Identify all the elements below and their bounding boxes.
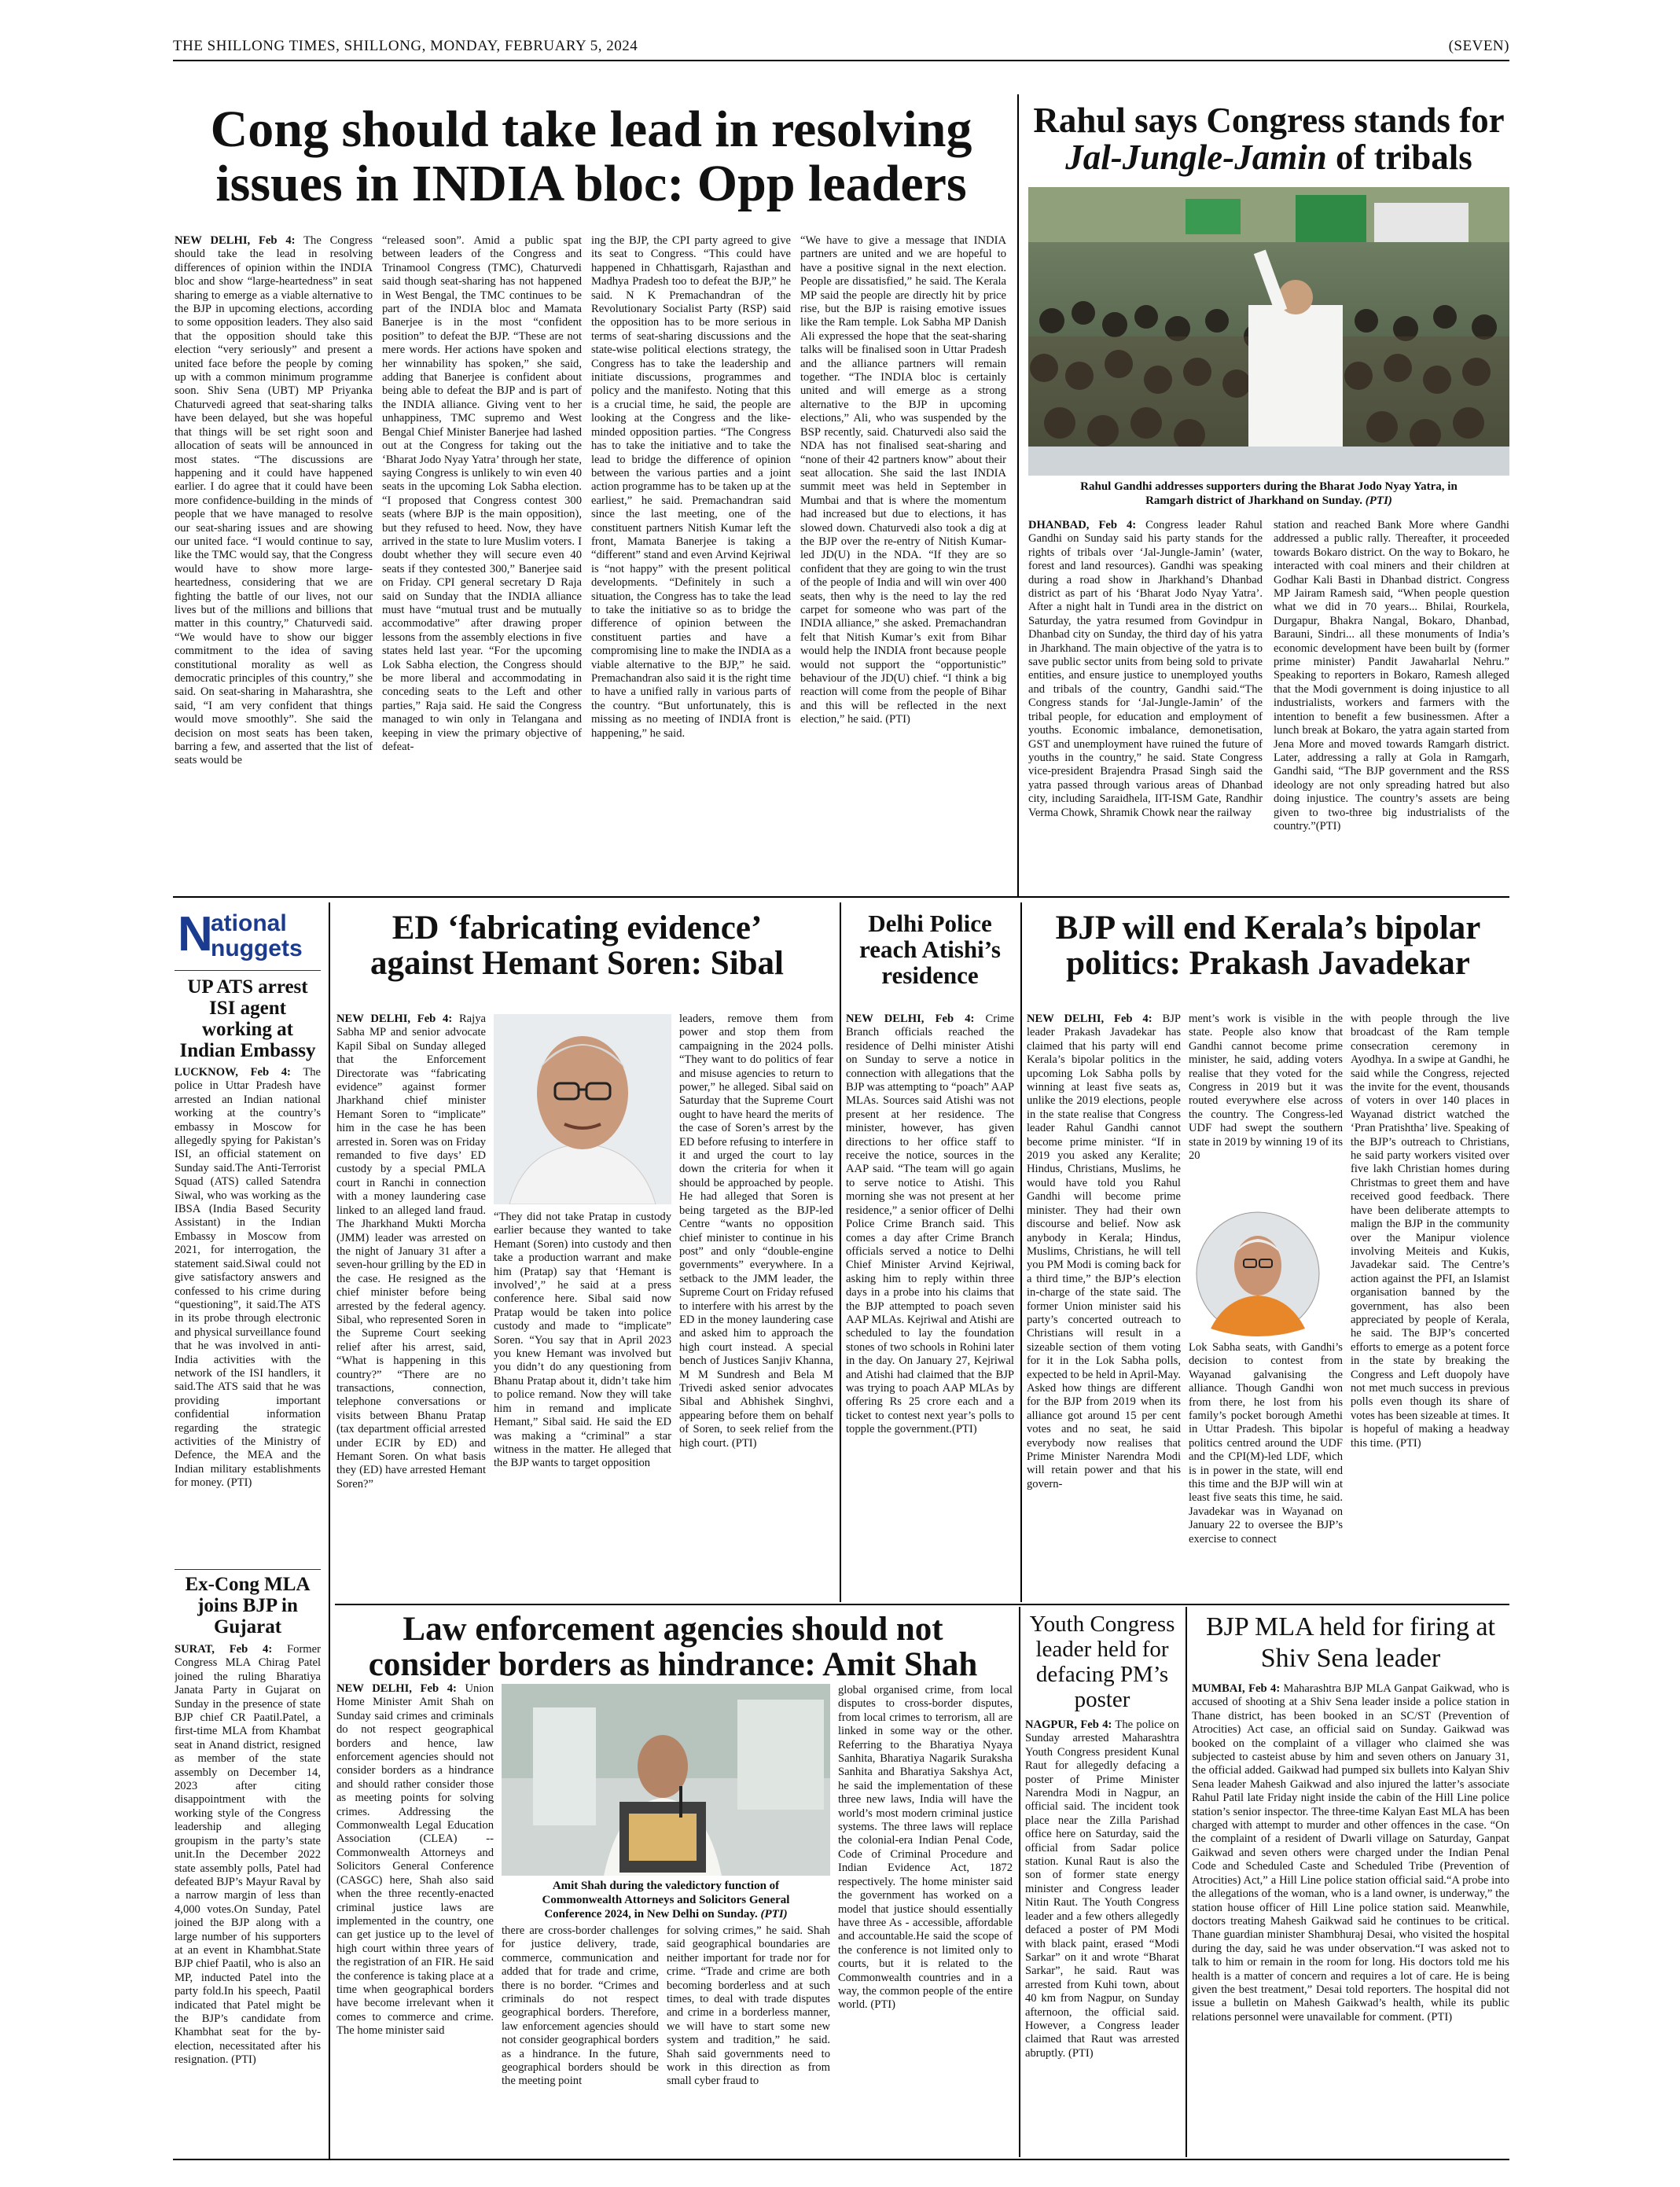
nugget1-body: LUCKNOW, Feb 4: The police in Uttar Pradesh have arrested an Indian national working at the country’s embassy in Moscow for allegedly spying for Pakistan’s ISI, an official statement on Sunday said.The Anti-Terrorist Squad (ATS) called Satendra Siwal, who was working as the IBSA (India Based Security Assistant) in the Indian Embassy in Moscow from 2021, for interrogation, the statement said.Siwal could not give satisfactory answers and confessed to his crime during “questioning”, it said.The ATS in its probe through electronic and physical surveillance found that he was involved in anti-India activities with the network of the ISI handlers, it said.The ATS said that he was providing important confidential information regarding the strategic activities of the Ministry of Defence, the MEA and the Indian military establishments for money. (PTI) (175, 1066, 321, 1490)
story5-col3: with people through the live broadcast of the Ram temple consecration ceremony in Ayodhya. In a swipe at Gandhi, he said while the Congress, rejected the invite for the event, thousands of voters in over 140 places in Wayanad district watched the ‘Pran Pratishtha’ live. Speaking of the BJP’s outreach to Christians, he said party workers visited over five lakh Christian homes during Christmas to greet them and have received good feedback. There have been deliberate attempts to malign the BJP in the community over the Manipur violence involving Meiteis and Kukis, Javadekar said. The Centre’s action against the PFI, an Islamist organisation banned by the government, has also been appreciated by people of Kerala, he said. The BJP’s concerted efforts to emerge as a potent force in the state by breaking the Congress and Left duopoly have not met much success in previous polls even though its share of votes has been sizeable at times. It is hopeful of making a headway this time. (PTI) (1351, 1013, 1509, 1450)
story2-col1: DHANBAD, Feb 4: Congress leader Rahul Gandhi on Sunday said his party stands for the rights of tribals over ‘Jal-Jungle-Jamin’ (water, forest and land resources). Gandhi was speaking during a road show in Jharkhand’s Dhanbad district as part of his ‘Bharat Jodo Nyay Yatra’. After a night halt in Tundi area in the district on Saturday, the yatra resumed from Govindpur in Dhanbad city on Sunday, the third day of his yatra in Jharkhand. The main objective of the yatra is to save public sector units from being sold to private entities, and ensure justice to unemployed youths and tribals of the country, Gandhi said.“The Congress stands for ‘Jal-Jungle-Jamin’ of the tribal people, for education and employment of youths. Economic imbalance, demonetisation, GST and unemployment have ruined the future of youths in the country,” he said. State Congress vice-president Brajendra Prasad Singh said the yatra passed through various areas of Dhanbad city, including Saraidhela, IIT-ISM Gate, Randhir Verma Chowk, Shramik Chowk near the railway (1028, 519, 1263, 819)
story4-headline: Delhi Police reach Atishi’s residence (859, 910, 1001, 989)
nuggets-rule-2 (175, 1569, 321, 1570)
divider-top (1017, 94, 1019, 896)
story3-headline: ED ‘fabricating evidence’ against Hemant Soren: Sibal (369, 910, 784, 983)
prakash-javadekar-photo (1195, 1211, 1321, 1336)
story1-dateline: NEW DELHI, Feb 4: (175, 234, 296, 247)
story6-col1: NEW DELHI, Feb 4: Union Home Minister Amit Shah on Sunday said crimes and criminals do not respect geographical borders and hence, law enforcement agencies should not consider borders as a hindrance and should rather consider those as meeting points for solving crimes. Addressing the Commonwealth Legal Education Association (CLEA) -- Commonwealth Attorneys and Solicitors General Conference (CASGC) here, Shah also said when the three recently-enacted criminal justice laws are implemented in the country, one can get justice up to the level of high court within three years of the registration of an FIR. He said the conference is taking place at a time when geographical borders have become irrelevant when it comes to commerce and crime. The home minister said (336, 1682, 494, 2038)
divider-mid2 (335, 1604, 1509, 1605)
story6-caption: Amit Shah during the valedictory function of Commonwealth Attorneys and Solicitors General Conference 2024, in New Delhi on Sunday. (PTI) (542, 1880, 790, 1921)
divider-story7 (1186, 1607, 1187, 2157)
story7-headline: Youth Congress leader held for defacing PM’s poster (1029, 1612, 1175, 1712)
story8-body: MUMBAI, Feb 4: Maharashtra BJP MLA Ganpat Gaikwad, who is accused of shooting at a Shiv Sena leader inside a police station in Thane district, has been booked in an SC/ST (Prevention of Atrocities) Act case, an official said on Sunday. Gaikwad was booked on the complaint of a villager who claimed she was subjected to casteist abuse by him and seven others on January 31, the official added. Gaikwad had pumped six bullets into Kalyan Shiv Sena leader Mahesh Gaikwad and also injured the latter’s associate Rahul Patil late Friday night inside the cabin of the Hill Line police station’s senior inspector. The three-time Kalyan East MLA has been charged with attempt to murder and other offences in the case. “On the complaint of a resident of Dwarli village on Saturday, Ganpat Gaikwad and seven others were charged under the Indian Penal Code and Scheduled Caste and Scheduled Tribe (Prevention of Atrocities) Act,” a Hill Line police station official said.“A probe into the allegations of the woman, who is a land owner, is underway,” the station house officer of Hill Line police station said. Meanwhile, doctors treating Mahesh Gaikwad said he continues to be critical. Thane guardian minister Shambhuraj Desai, who visited the hospital during the day, said he was under observation.“I was asked not to talk to him or remain in the room for long. His doctors told me his health is a matter of concern and requires a lot of care. He is being given the best treatment,” Desai told reporters. The hospital did not issue a bulletin on Mahesh Gaikwad’s health, while its public relations personnel were unavailable for comment. (PTI) (1192, 1682, 1509, 2023)
nugget1-headline: UP ATS arrest ISI agent working at Indian Embassy (179, 976, 316, 1061)
header-dateline: THE SHILLONG TIMES, SHILLONG, MONDAY, FEBRUARY 5, 2024 (173, 38, 638, 54)
bottom-rule (173, 2159, 1509, 2160)
nuggets-rule (175, 970, 321, 971)
page-header (173, 33, 1509, 61)
story6-dateline: NEW DELHI, Feb 4: (336, 1682, 457, 1695)
nugget2-headline: Ex-Cong MLA joins BJP in Gujarat (185, 1574, 311, 1637)
story6-col2: there are cross-border challenges for justice delivery, trade, commerce, communication and added that for trade and crime, there is no border. “Crimes and criminals do not respect geographical borders. Therefore, law enforcement agencies should not consider geographical borders as a hindrance. In the future, geographical borders should be the meeting point (502, 1924, 659, 2088)
divider-mid1 (173, 896, 1509, 898)
story7-body: NAGPUR, Feb 4: The police on Sunday arrested Maharashtra Youth Congress president Kunal Raut for allegedly defacing a poster of Prime Minister Narendra Modi in Nagpur, an official said. The incident took place near the Zilla Parishad office here on Saturday, said the official from Sadar police station. Kunal Raut is also the son of former state energy minister and Congress leader Nitin Raut. The Youth Congress leader and a few others allegedly defaced a poster of PM Modi with black paint, erased “Modi Sarkar” on it and wrote “Bharat Sarkar”, he said. Raut was arrested from Kuhi town, about 40 km from Nagpur, on Sunday afternoon, the official said. However, a Congress leader claimed that Raut was arrested abruptly. (PTI) (1025, 1718, 1179, 2060)
story4-body: NEW DELHI, Feb 4: Crime Branch officials reached the residence of Delhi minister Atishi on Sunday to serve a notice in connection with allegations that the BJP was attempting to “poach” AAP MLAs. Sources said Atishi was not present at her residence. The minister, however, has given directions to her office staff to receive the notice, sources in the AAP said. “The team will go again to serve notice to Atishi. This morning she was not present at her residence,” a senior officer of Delhi Police Crime Branch said. This comes a day after Crime Branch officials served a notice to Delhi Chief Minister Arvind Kejriwal, asking him to reply within three days in a probe into his claims that the BJP attempted to poach seven AAP MLAs. Kejriwal and Atishi are scheduled to lay the foundation stones of two schools in Rohini later in the day. On January 27, Kejriwal and Atishi had claimed that the BJP was trying to poach AAP MLAs by offering Rs 25 crore each and a ticket to contest next year’s polls to topple the government.(PTI) (846, 1013, 1014, 1436)
story6-col4: global organised crime, from local disputes to cross-border disputes, from local crimes to terrorism, all are linked in some way or the other. Referring to the Bharatiya Nyaya Sanhita, Bharatiya Nagarik Suraksha Sanhita and Bharatiya Sakshya Act, he said the implementation of these three new laws, India will have the world’s most modern criminal justice systems. The three laws will replace the colonial-era Indian Penal Code, Code of Criminal Procedure and Indian Evidence Act, 1872 respectively. The home minister said the government has worked on a model that justice should essentially have three As - accessible, affordable and accountable.He said the scope of the conference is not limited only to courts, but it is related to the Commonwealth countries and in a way, the common people of the entire world. (PTI) (838, 1684, 1013, 2012)
story4-dateline: NEW DELHI, Feb 4: (846, 1013, 975, 1025)
page-number: (SEVEN) (1448, 38, 1509, 54)
story2-headline: Rahul says Congress stands for Jal-Jungle-Jamin of tribals (1033, 101, 1505, 178)
story7-dateline: NAGPUR, Feb 4: (1025, 1718, 1112, 1731)
story3-col1: NEW DELHI, Feb 4: Rajya Sabha MP and senior advocate Kapil Sibal on Sunday alleged that the Enforcement Directorate was “fabricating evidence” against former Jharkhand chief minister Hemant Soren to “implicate” him in the case he has been arrested in. Soren was on Friday remanded to five days’ ED custody by a special PMLA court in Ranchi in connection with a money laundering case linked to an alleged land fraud. The Jharkhand Mukti Morcha (JMM) leader was arrested on the night of January 31 after a seven-hour grilling by the ED in the case. He resigned as the chief minister before being arrested by the federal agency. Sibal, who represented Soren in the Supreme Court seeking relief after his arrest, said, “What is happening in this country?” “There are no transactions, connection, telephone conversations or visits between Bhanu Pratap (tax department official arrested under ECIR by ED) and Hemant Soren. On what basis they (ED) have arrested Hemant Soren?” (336, 1013, 486, 1490)
story8-headline: BJP MLA held for firing at Shiv Sena leader (1206, 1612, 1495, 1673)
divider-nuggets (329, 902, 330, 2160)
national-nuggets-logo: N ational nuggets (178, 907, 303, 961)
story5-col2b: Lok Sabha seats, with Gandhi’s decision to contest from Wayanad galvanising the alliance. Though Gandhi won from there, he lost from his family’s pocket borough Amethi in Uttar Pradesh. This bipolar politics centred around the UDF and the CPI(M)-led LDF, which is in power in the state, will end this time and the BJP will win at least five seats this time, he said. Javadekar was in Wayanad on January 22 to oversee the BJP’s exercise to connect (1189, 1341, 1343, 1546)
story2-caption: Rahul Gandhi addresses supporters during the Bharat Jodo Nyay Yatra, in Ramgarh district of Jharkhand on Sunday. (PTI) (1080, 480, 1458, 507)
divider-story4 (1020, 902, 1022, 1602)
divider-story3 (840, 902, 841, 1602)
amit-shah-photo (502, 1684, 830, 1876)
story6-col3: for solving crimes,” he said. Shah said geographical boundaries are neither important for trade nor for crime. “Trade and crime are both becoming borderless and at such times, to deal with trade disputes and crime in a borderless manner, we will have to start some new system and tradition,” he said. Shah said governments need to work in this direction as from small cyber fraud to (667, 1924, 830, 2088)
kapil-sibal-photo (494, 1014, 671, 1204)
story1-col4: “We have to give a message that INDIA partners are united and we are hopeful to have a positive signal in the next election. People are dissatisfied,” he said. The Kerala MP said the people are directly hit by price rise, but the BJP is raising emotive issues like the Ram temple. Lok Sabha MP Danish Ali expressed the hope that the seat-sharing talks will be finalised soon in Uttar Pradesh and the alliance partners will remain together. “The INDIA bloc is certainly united and will emerge as a strong alternative to the BJP in upcoming elections,” Ali, who was suspended by the BSP recently, said. Chaturvedi also said the NDA has not finalised seat-sharing and “none of their 42 partners know” about their seat allocation. She said the last INDIA summit meet was held in September in Mumbai and that is where the momentum had increased but due to elections, it has slowed down. Chaturvedi also took a dig at the BJP over the re-entry of Nitish Kumar-led JD(U) in the NDA. “If they are so confident that they are going to win the trust of the people of India and will win over 400 seats, then why is the need to lay the red carpet for someone who was part of the INDIA alliance,” she asked. Premachandran felt that Nitish Kumar’s exit from Bihar would help the INDIA front because people would not support the “opportunistic” behaviour of the JD(U) chief. “I think a big reaction will come from the people of Bihar and this will be reflected in the next election,” he said. (PTI) (800, 234, 1006, 726)
story1-col2: “released soon”. Amid a public spat between leaders of the Congress and Trinamool Congress (TMC), Chaturvedi said though seat-sharing has not happened in West Bengal, the TMC continues to be part of the INDIA bloc and Mamata Banerjee is in the most “confident position” to defeat the BJP. “These are not mere words. Her actions have spoken and her winnability has spoken,” she said, adding that Banerjee is confident about being able to defeat the BJP and is part of the INDIA alliance. Giving vent to her unhappiness, TMC supremo and West Bengal Chief Minister Banerjee had lashed out at the Congress for taking out the ‘Bharat Jodo Nyay Yatra’ through her state, saying Congress is unlikely to win even 40 seats in the upcoming Lok Sabha election. “I proposed that Congress contest 300 seats (where BJP is the main opposition), but they refused to heed. Now, they have arrived in the state to lure Muslim voters. I doubt whether they will secure even 40 seats if they contested 300,” Banerjee said on Friday. CPI general secretary D Raja said on Sunday that the INDIA alliance must have “mutual trust and be mutually accommodative” after drawing proper lessons from the assembly elections in five states held last year. “For the upcoming Lok Sabha election, the Congress should be more liberal and accommodating in conceding seats to the Left and other parties,” Raja said. He said the Congress managed to win only in Telangana and keeping in view the primary objective of defeat- (382, 234, 582, 754)
story6-headline: Law enforcement agencies should not consider borders as hindrance: Amit Shah (368, 1611, 978, 1684)
story5-col1: NEW DELHI, Feb 4: BJP leader Prakash Javadekar has claimed that his party will end Kerala’s bipolar politics in the upcoming Lok Sabha polls by winning at least five seats as, unlike the 2019 elections, people in the state realise that Congress leader Rahul Gandhi cannot become prime minister. “If in 2019 you asked any Keralite; Hindus, Christians, Muslims, he would have told you Rahul Gandhi will become prime minister. They had their own discourse and belief. Now ask anybody in Kerala; Hindus, Muslims, Christians, he will tell you PM Modi is coming back for a third time,” the BJP’s election in-charge of the state said. The former Union minister said his party’s concerted outreach to Christians will result in a sizeable section of them voting for it in the Lok Sabha polls, expected to be held in April-May. Asked how things are different for the BJP from 2019 when its alliance got around 15 per cent votes and no seat, he said everybody now realises that Prime Minister Narendra Modi will retain power and that his govern- (1027, 1013, 1181, 1490)
story2-dateline: DHANBAD, Feb 4: (1028, 519, 1137, 531)
rahul-gandhi-rally-photo (1028, 187, 1509, 476)
story3-col2: “They did not take Pratap in custody earlier because they wanted to take Hemant (Soren) into custody and then take a production warrant and make him (Pratap) say that ‘Hemant is involved’,” he said at a press conference here. Sibal said now Pratap would be taken into police custody and made to “implicate” Soren. “You say that in April 2023 you knew Hemant was involved but you didn’t do any questioning from Bhanu Pratap about it, didn’t take him to police remand. Now they will take him in remand and implicate Hemant,” Sibal said. He said the ED was making a “criminal” a star witness in the matter. He alleged that the BJP wants to target opposition (494, 1211, 671, 1470)
nugget2-body: SURAT, Feb 4: Former Congress MLA Chirag Patel joined the ruling Bharatiya Janata Party in Gujarat on Sunday in the presence of state BJP chief CR Paatil.Patel, a first-time MLA from Khambat seat in Anand district, resigned as member of the state assembly on December 14, 2023 after citing disappointment with the working style of the Congress leadership and alleging groupism in the party’s state unit.In the December 2022 state assembly polls, Patel had defeated BJP’s Mayur Raval by a narrow margin of less than 4,000 votes.On Sunday, Patel joined the BJP along with a large number of his supporters at an event in Khambhat.State BJP chief Paatil, who is also an MP, inducted Patel into the party fold.In his speech, Paatil indicated that Patel might be the BJP’s candidate from Khambhat seat for the by-election, necessitated after his resignation. (PTI) (175, 1643, 321, 2067)
story1-headline: Cong should take lead in resolving issues in INDIA bloc: Opp leaders (210, 101, 972, 213)
story2-col2: station and reached Bank More where Gandhi addressed a public rally. Thereafter, it proceeded towards Bokaro district. On the way to Bokaro, he interacted with coal miners and their children at Godhar Kali Basti in Dhanbad district. Congress MP Jairam Ramesh said, “When people question what we did in 70 years... Bhilai, Rourkela, Durgapur, Bhakra Nangal, Bokaro, Dhanbad, Barauni, Sindri... all these monuments of India’s economic development have been built by (former prime minister) Pandit Jawaharlal Nehru.” Speaking to reporters in Bokaro, Ramesh alleged that the Modi government is doing injustice to all industrialists, workers and farmers with the intention to benefit a few businessmen. After a lunch break at Bokaro, the yatra again started from Jena More and moved towards Ramgarh district. Later, addressing a rally at Gola in Ramgarh, Gandhi said, “The BJP government and the RSS ideology are not only spreading hatred but also doing injustice. The country’s assets are being given to two-three big industrialists of the country.”(PTI) (1274, 519, 1509, 833)
story1-col3: ing the BJP, the CPI party agreed to give its seat to Congress. “This could have happened in Chhattisgarh, Rajasthan and Madhya Pradesh too to defeat the BJP,” he said. N K Premachandran of the Revolutionary Socialist Party (RSP) said the opposition has to be more serious in terms of seat-sharing discussions and the state-wise political elections strategy, the Congress has to take the leadership and initiate discussions, programmes and policy and the manifesto. Noting that this is a crucial time, he said, the people are looking at the Congress and the like-minded opposition parties. “The Congress has to take the initiative and to take the lead to bridge the difference of opinion between the various parties and a joint action programme has to be taken up at the earliest,” he said. Premachandran said since the last meeting, one of the constituent partners Nitish Kumar left the front, Mamata Banerjee is taking a “different” stand and even Arvind Kejriwal is “not happy” with the present political developments. “Definitely in such a situation, the Congress has to take the lead to take the initiative so as to bridge the difference of opinion between the constituent parties and have a compromising line to make the INDIA as a viable alternative to the BJP,” he said. Premachandran also said it is the right time to have a unified rally in various parts of the country. “But unfortunately, this is missing as no meeting of INDIA front is happening,” he said. (591, 234, 791, 740)
story3-dateline: NEW DELHI, Feb 4: (336, 1013, 453, 1025)
divider-story6 (1019, 1607, 1020, 2157)
story5-col2a: ment’s work is visible in the state. People also know that Gandhi cannot become prime minister, he said, adding voters realise that they voted for the Congress in 2019 but it was routed everywhere else across the country. The Congress-led UDF had swept the southern state in 2019 by winning 19 of its 20 (1189, 1013, 1343, 1163)
story1-col1: NEW DELHI, Feb 4: The Congress should take the lead in resolving differences of opinion within the INDIA bloc and show “large-heartedness” in seat sharing to emerge as a viable alternative to the BJP in upcoming elections, according to some opposition leaders. They also said that the opposition should take this election “very seriously” and present a united face before the people by coming up with a common minimum programme soon. Shiv Sena (UBT) MP Priyanka Chaturvedi agreed that seat-sharing talks have been delayed, but she was hopeful that things will be set right soon and allocation of seats will be announced in most states. “The discussions are happening and it could have happened earlier. I do agree that it could have been more confidence-building in the minds of people that we have managed to resolve our seat-sharing issues and are showing our united face. “I would continue to say, like the TMC would say, that the Congress would have to show more large-heartedness, considering that we are fighting the battle of our lives, not our lives but of the millions and billions that matter in this country,” Chaturvedi said. “We would have to show our bigger commitment to the idea of saving constitutional morality as well as democratic principles of this country,” she said. On seat-sharing in Maharashtra, she said, “I am very confident that things would move smoothly”. She said the decision on most seats has been taken, barring a few, and asserted that the list of seats would be (175, 234, 373, 767)
story5-headline: BJP will end Kerala’s bipolar politics: Prakash Javadekar (1055, 910, 1481, 983)
story5-dateline: NEW DELHI, Feb 4: (1027, 1013, 1152, 1025)
story3-col3: leaders, remove them from power and stop them from campaigning in the 2024 polls. “They want to do politics of fear and misuse agencies to return to power,” he alleged. Sibal said on Saturday that the Supreme Court ought to have heard the merits of the case of Soren’s arrest by the ED before refusing to interfere in it and urged the court to lay down the criteria for when it should be approached by people. He had alleged that Soren is being targeted as the BJP-led Centre “wants no opposition chief minister to continue in his post” and only “double-engine governments” everywhere. In a setback to the JMM leader, the Supreme Court on Friday refused to interfere with his arrest by the ED in the money laundering case and asked him to approach the high court instead. A special bench of Justices Sanjiv Khanna, M M Sundresh and Bela M Trivedi asked senior advocates Sibal and Abhishek Singhvi, appearing before them on behalf of Soren, to seek relief from the high court. (PTI) (679, 1013, 833, 1450)
story8-dateline: MUMBAI, Feb 4: (1192, 1682, 1281, 1695)
